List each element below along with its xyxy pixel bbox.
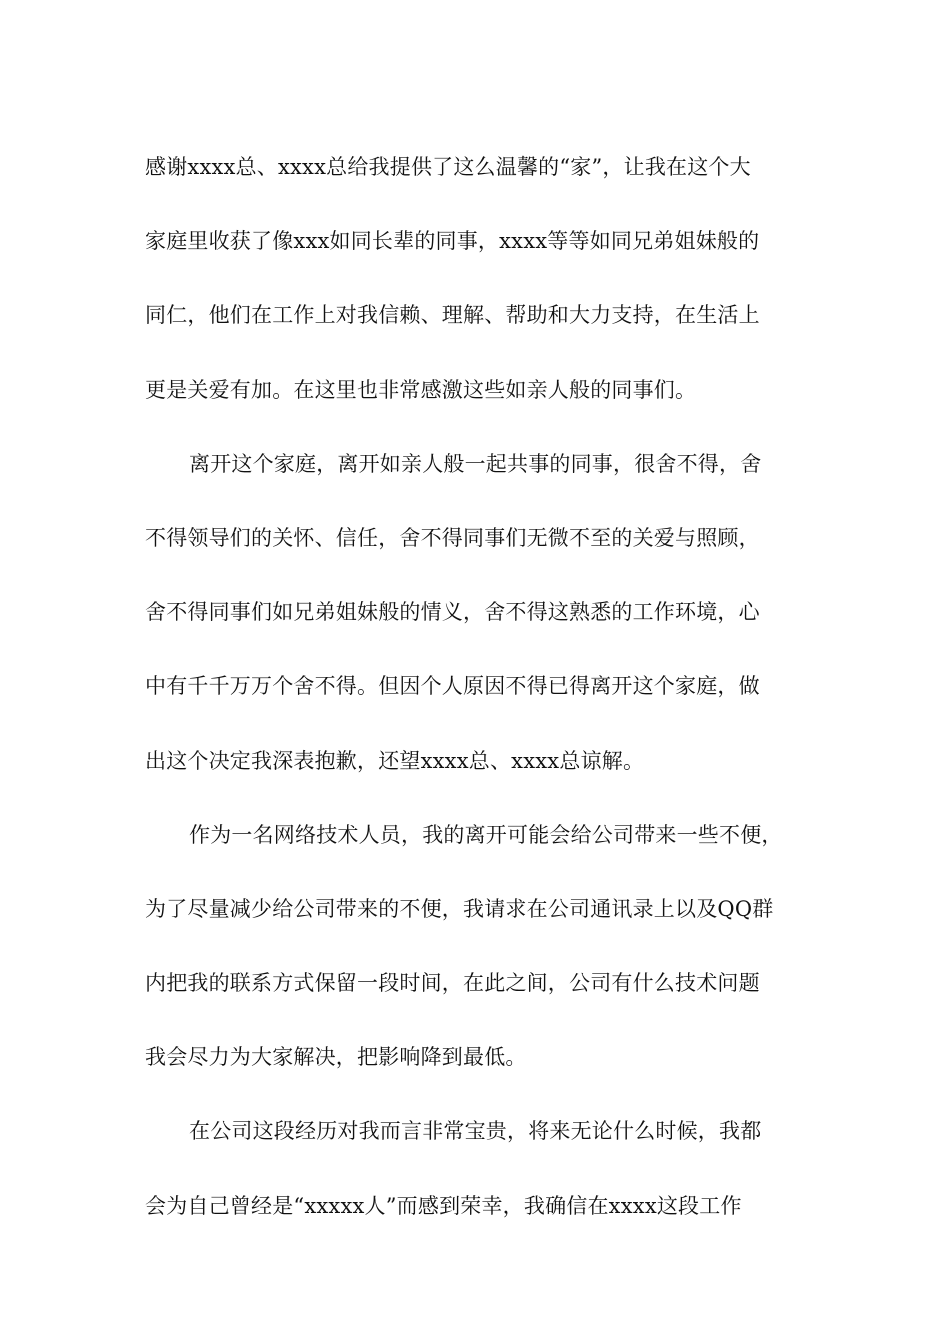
text-line: 会为自己曾经是“xxxxx人”而感到荣幸，我确信在xxxx这段工作 bbox=[145, 1193, 742, 1218]
paragraph-first-line: 离开这个家庭，离开如亲人般一起共事的同事，很舍不得，舍 bbox=[189, 451, 762, 476]
text-line: 感谢xxxx总、xxxx总给我提供了这么温馨的“家”，让我在这个大 bbox=[145, 155, 751, 179]
letter-body bbox=[145, 130, 825, 1243]
text-line: 家庭里收获了像xxx如同长辈的同事，xxxx等等如同兄弟姐妹般的 bbox=[145, 229, 760, 254]
text-line: 内把我的联系方式保留一段时间，在此之间，公司有什么技术问题 bbox=[145, 971, 760, 996]
text-line: 更是关爱有加。在这里也非常感激这些如亲人般的同事们。 bbox=[145, 377, 697, 402]
text-line: 出这个决定我深表抱歉，还望xxxx总、xxxx总谅解。 bbox=[145, 748, 645, 773]
text-line: 舍不得同事们如兄弟姐妹般的情义，舍不得这熟悉的工作环境，心 bbox=[145, 600, 760, 625]
paragraph-first-line: 在公司这段经历对我而言非常宝贵，将来无论什么时候，我都 bbox=[189, 1119, 762, 1144]
text-line: 不得领导们的关怀、信任，舍不得同事们无微不至的关爱与照顾， bbox=[145, 525, 760, 550]
text-line: 同仁，他们在工作上对我信赖、理解、帮助和大力支持，在生活上 bbox=[145, 303, 760, 328]
text-line: 为了尽量减少给公司带来的不便，我请求在公司通讯录上以及QQ群 bbox=[145, 896, 774, 921]
text-line: 中有千千万万个舍不得。但因个人原因不得已得离开这个家庭，做 bbox=[145, 674, 760, 699]
paragraph-first-line: 作为一名网络技术人员，我的离开可能会给公司带来一些不便， bbox=[189, 822, 783, 847]
text-line: 我会尽力为大家解决，把影响降到最低。 bbox=[145, 1045, 527, 1070]
